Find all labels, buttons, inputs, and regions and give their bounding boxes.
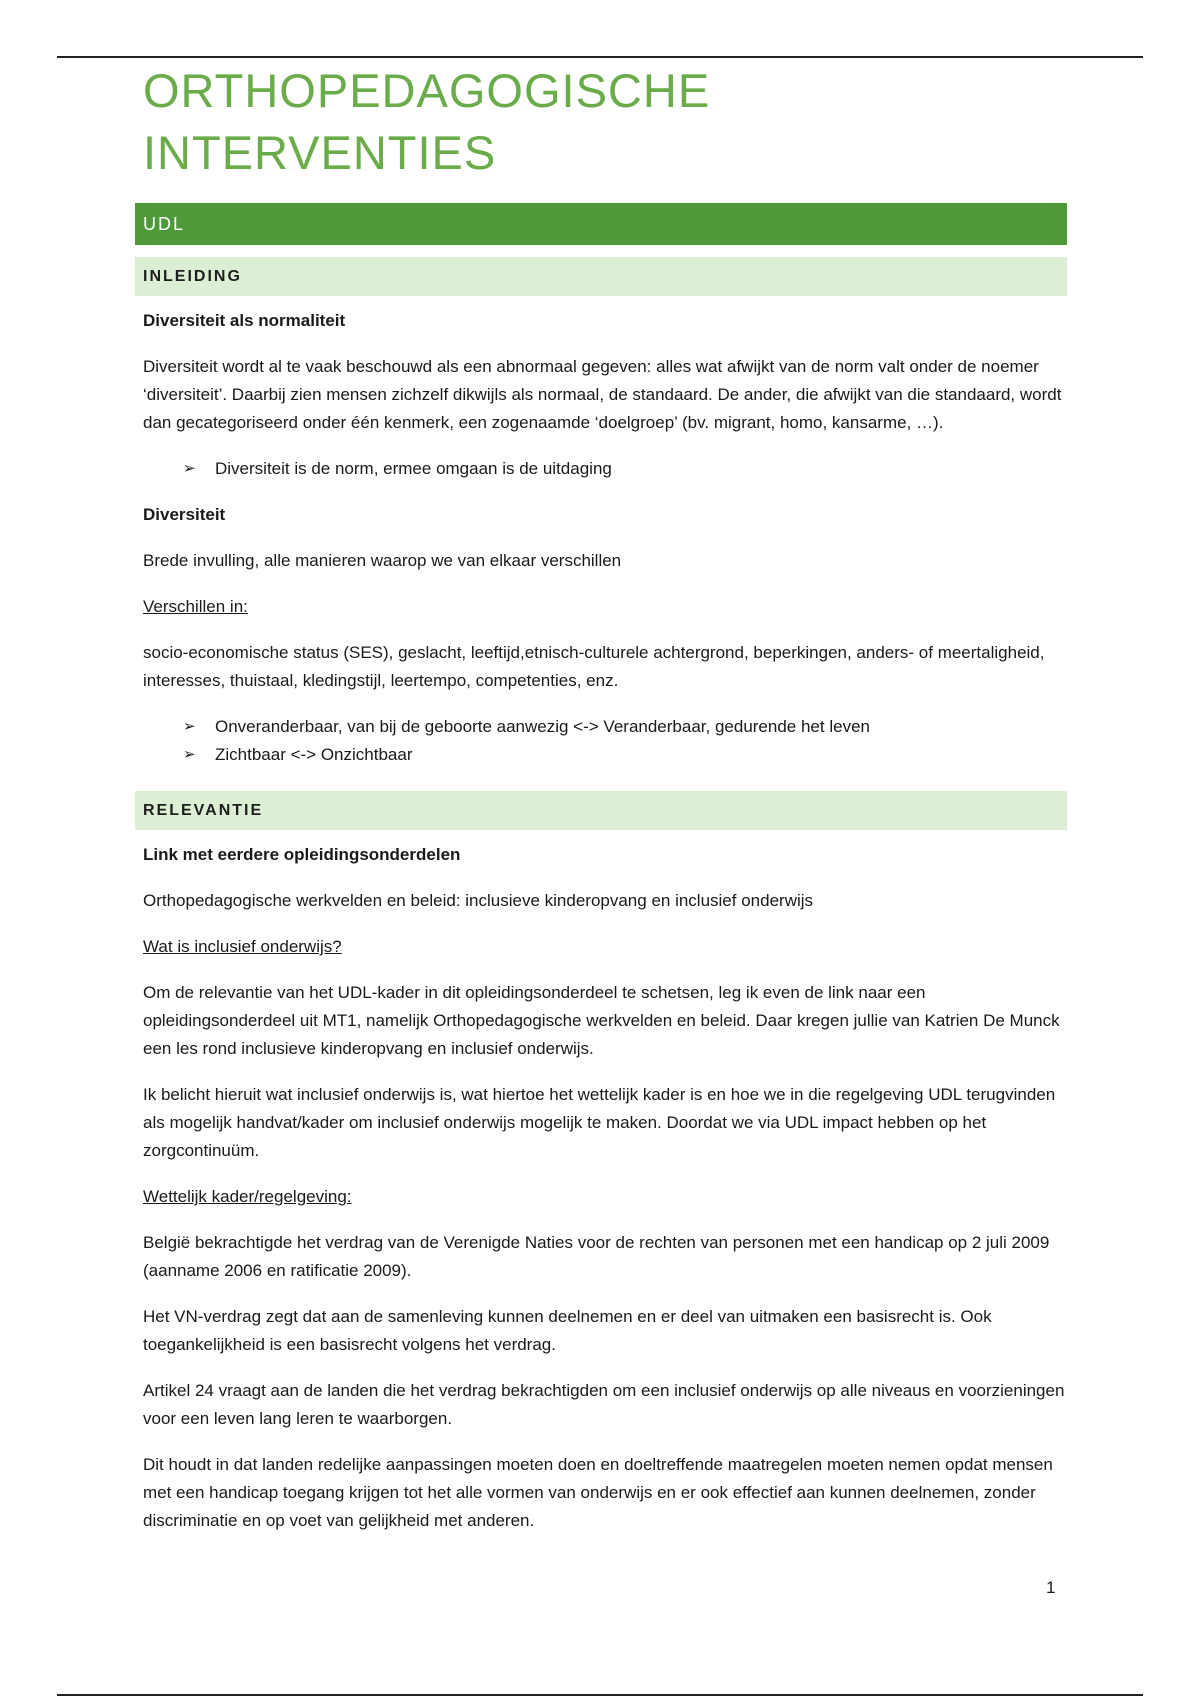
paragraph-redelijke-aanpassingen: Dit houdt in dat landen redelijke aanpassingen moeten doen en doeltreffende maatregelen moeten nemen opdat mensen met een handicap toegang krijgen tot het alle vormen van onderwijs en er ook effectief aan kunnen deelnemen, zonder discriminatie en op voet van gelijkheid met anderen. (143, 1455, 1053, 1530)
bottom-rule (57, 1694, 1143, 1696)
arrow-bullet-icon: ➢ (183, 746, 196, 763)
paragraph-artikel-24: Artikel 24 vraagt aan de landen die het verdrag bekrachtigden om een inclusief onderwijs op alle niveaus en voorzieningen voor een leven lang leren te waarborgen. (143, 1381, 1065, 1428)
paragraph-verschillen: socio-economische status (SES), geslacht, leeftijd,etnisch-culturele achtergrond, beperkingen, anders- of meertaligheid, interesses, thuistaal, kledingstijl, leertempo, competenties, enz. (143, 643, 1045, 690)
list-item-text: Onveranderbaar, van bij de geboorte aanwezig <-> Veranderbaar, gedurende het leven (215, 717, 870, 736)
paragraph-werkvelden: Orthopedagogische werkvelden en beleid: inclusieve kinderopvang en inclusief onderwijs (143, 891, 814, 910)
bullet-list-verschillen (143, 713, 1067, 769)
paragraph-belgie-verdrag: België bekrachtigde het verdrag van de Verenigde Naties voor de rechten van personen met een handicap op 2 juli 2009 (aanname 2006 en ratificatie 2009). (143, 1233, 1050, 1280)
page-number: 1 (1046, 1578, 1056, 1597)
document-title: ORTHOPEDAGOGISCHE INTERVENTIES (143, 64, 711, 179)
arrow-bullet-icon: ➢ (183, 718, 196, 735)
paragraph-diversiteit-abnormaal: Diversiteit wordt al te vaak beschouwd als een abnormaal gegeven: alles wat afwijkt van de norm valt onder de noemer ‘diversiteit’. Daarbij zien mensen zichzelf dikwijls als normaal, de standaard. De ander, die afwijkt van die standaard, wordt dan gecategoriseerd onder één kenmerk, een zogenaamde ‘doelgroep’ (bv. migrant, homo, kansarme, …). (143, 357, 1062, 432)
bullet-list-norm (143, 455, 1067, 483)
subheading-inclusief-onderwijs: Wat is inclusief onderwijs? (143, 937, 342, 956)
heading-diversiteit: Diversiteit (143, 505, 226, 524)
page-content (143, 60, 1067, 1535)
subsection-heading-relevantie: RELEVANTIE (135, 791, 1067, 830)
subheading-verschillen-in: Verschillen in: (143, 597, 248, 616)
list-item (183, 741, 1067, 769)
arrow-bullet-icon: ➢ (183, 460, 196, 477)
section-heading-udl: UDL (135, 203, 1067, 245)
paragraph-relevantie-udl: Om de relevantie van het UDL-kader in dit opleidingsonderdeel te schetsen, leg ik even de link naar een opleidingsonderdeel uit MT1, namelijk Orthopedagogische werkvelden en beleid. Daar kregen jullie van Katrien De Munck een les rond inclusieve kinderopvang en inclusief onderwijs. (143, 983, 1060, 1058)
subsection-heading-inleiding: INLEIDING (135, 257, 1067, 296)
heading-diversiteit-als-normaliteit: Diversiteit als normaliteit (143, 311, 346, 330)
top-rule (57, 56, 1143, 58)
list-item-text: Diversiteit is de norm, ermee omgaan is de uitdaging (215, 459, 612, 478)
paragraph-brede-invulling: Brede invulling, alle manieren waarop we van elkaar verschillen (143, 551, 622, 570)
list-item-text: Zichtbaar <-> Onzichtbaar (215, 745, 413, 764)
heading-link-opleidingsonderdelen: Link met eerdere opleidingsonderdelen (143, 845, 461, 864)
list-item (183, 713, 1067, 741)
paragraph-vn-verdrag: Het VN-verdrag zegt dat aan de samenleving kunnen deelnemen en er deel van uitmaken een basisrecht is. Ook toegankelijkheid is een basisrecht volgens het verdrag. (143, 1307, 992, 1354)
paragraph-wettelijk-kader-intro: Ik belicht hieruit wat inclusief onderwijs is, wat hiertoe het wettelijk kader is en hoe we in die regelgeving UDL terugvinden als mogelijk handvat/kader om inclusief onderwijs mogelijk te maken. Doordat we via UDL impact hebben op het zorgcontinuüm. (143, 1085, 1056, 1160)
subheading-wettelijk-kader: Wettelijk kader/regelgeving: (143, 1187, 352, 1206)
list-item (183, 455, 1067, 483)
